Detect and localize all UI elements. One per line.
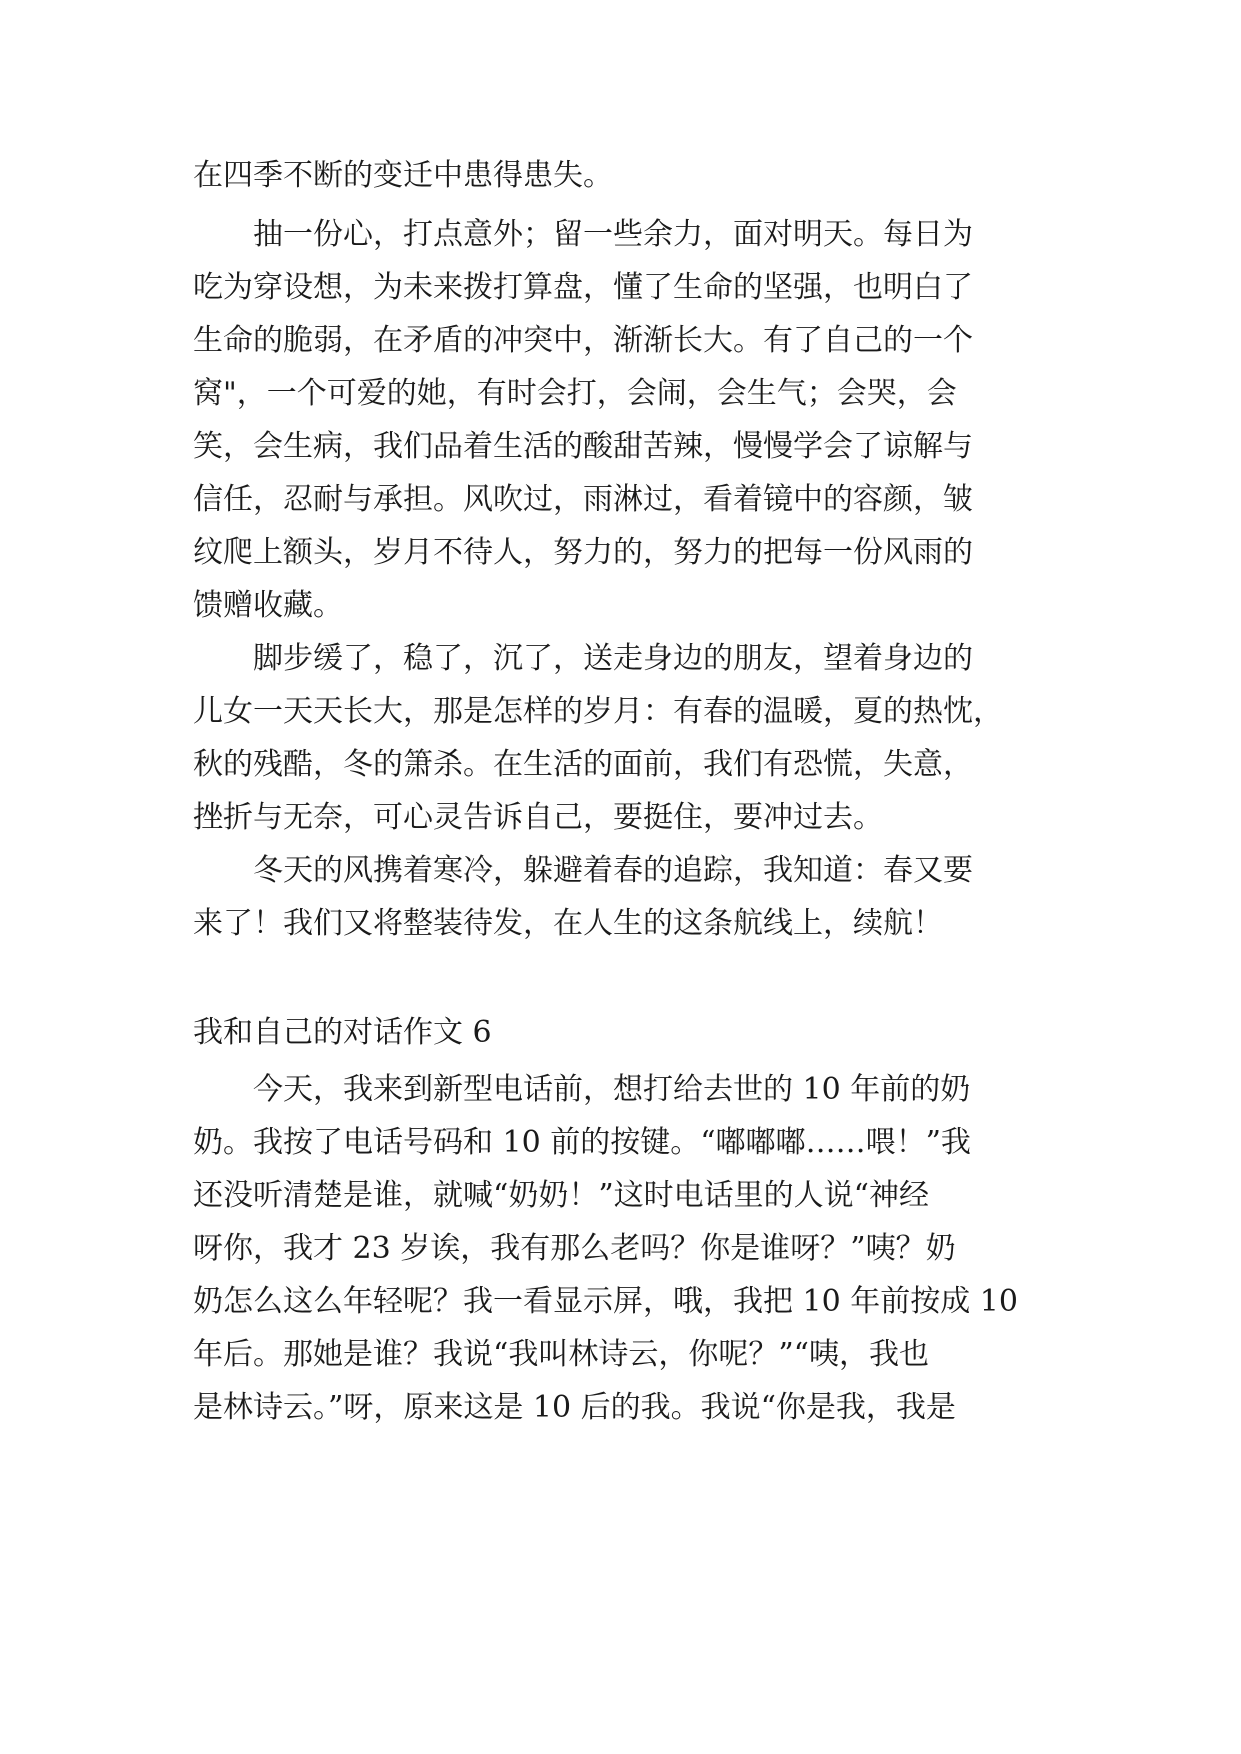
paragraph-line: 吃为穿设想，为未来拨打算盘，懂了生命的坚强，也明白了 [193,270,973,305]
paragraph-line: 抽一份心，打点意外；留一些余力，面对明天。每日为 [253,217,973,252]
paragraph-line: 儿女一天天长大，那是怎样的岁月：有春的温暖，夏的热忱， [193,694,1003,729]
paragraph-line: 奶怎么这么年轻呢？我一看显示屏，哦，我把 10 年前按成 10 [193,1284,1018,1319]
paragraph-line: 今天，我来到新型电话前，想打给去世的 10 年前的奶 [253,1072,971,1107]
paragraph-line: 笑，会生病，我们品着生活的酸甜苦辣，慢慢学会了谅解与 [193,429,973,464]
paragraph-line: 纹爬上额头，岁月不待人，努力的，努力的把每一份风雨的 [193,535,973,570]
paragraph-line: 生命的脆弱，在矛盾的冲突中，渐渐长大。有了自己的一个 [193,323,973,358]
paragraph-line: 馈赠收藏。 [193,588,343,623]
paragraph-line: 来了！我们又将整装待发，在人生的这条航线上，续航！ [193,906,943,941]
paragraph-line: 是林诗云。”呀，原来这是 10 后的我。我说“你是我，我是 [193,1390,956,1425]
paragraph-line: 冬天的风携着寒冷，躲避着春的追踪，我知道：春又要 [253,853,973,888]
paragraph-line: 还没听清楚是谁，就喊“奶奶！”这时电话里的人说“神经 [193,1178,930,1213]
paragraph-line: 奶。我按了电话号码和 10 前的按键。“嘟嘟嘟……喂！”我 [193,1125,971,1160]
paragraph-line: 呀你，我才 23 岁诶，我有那么老吗？你是谁呀？”咦？奶 [193,1231,956,1266]
paragraph-line: 窝"，一个可爱的她，有时会打，会闹，会生气；会哭，会 [193,376,957,411]
paragraph-line: 在四季不断的变迁中患得患失。 [193,158,613,193]
paragraph-line: 年后。那她是谁？我说“我叫林诗云，你呢？”“咦，我也 [193,1337,930,1372]
paragraph-line: 秋的残酷，冬的箫杀。在生活的面前，我们有恐慌，失意， [193,747,973,782]
section-heading: 我和自己的对话作文 6 [193,1015,492,1050]
paragraph-line: 挫折与无奈，可心灵告诉自己，要挺住，要冲过去。 [193,800,883,835]
paragraph-line: 脚步缓了，稳了，沉了，送走身边的朋友，望着身边的 [253,641,973,676]
paragraph-line: 信任，忍耐与承担。风吹过，雨淋过，看着镜中的容颜，皱 [193,482,973,517]
